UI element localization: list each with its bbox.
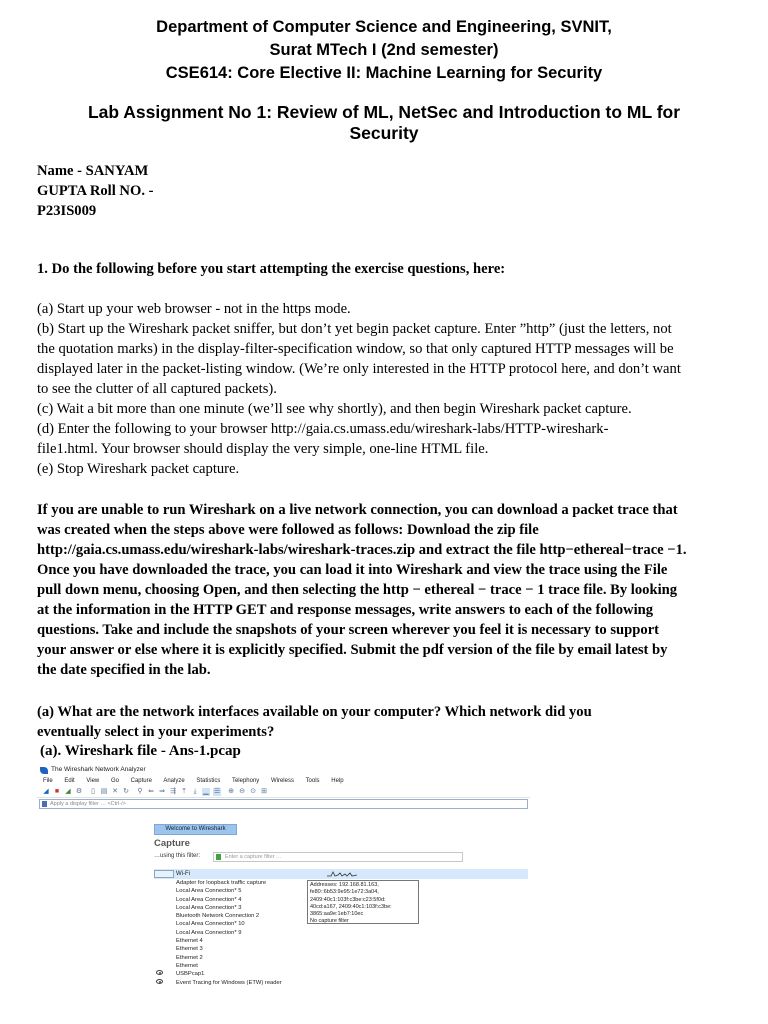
instruction-line: the date specified in the lab. (37, 662, 211, 678)
menu-statistics[interactable]: Statistics (196, 778, 221, 784)
interface-item[interactable]: Local Area Connection* 4 (176, 896, 242, 903)
menu-view[interactable]: View (86, 778, 100, 784)
open-file-icon[interactable]: ▯ (91, 788, 95, 795)
resize-columns-icon[interactable]: ⊞ (261, 788, 267, 795)
answer-a-label: (a). Wireshark file - Ans-1.pcap (40, 743, 241, 759)
q1-step-line: (e) Stop Wireshark packet capture. (37, 461, 240, 477)
interface-name: Wi-Fi (176, 871, 190, 877)
menu-go[interactable]: Go (110, 778, 119, 784)
instruction-line: questions. Take and include the snapshots of your screen wherever you feel it is necessary to support (37, 622, 660, 638)
tooltip-line: fe80::6b53:9e95:1e72:3a04, (310, 889, 379, 896)
bookmark-icon[interactable] (42, 801, 47, 807)
q1-step-line: (b) Start up the Wireshark packet sniffer, but don’t yet begin packet capture. Enter ”http” (just the letters, not (37, 321, 672, 337)
interface-item[interactable]: Local Area Connection* 10 (176, 921, 245, 928)
q1-step-line: displayed later in the packet-listing window. (We’re only interested in the HTTP protocol here, and don’t want (37, 361, 681, 377)
interface-item[interactable]: USBPcap1 (176, 971, 205, 978)
instruction-line: your answer or else where it is explicitly specified. Submit the pdf version of the file by email latest by (37, 642, 668, 658)
student-info (37, 161, 737, 221)
normal-size-icon[interactable]: ⊙ (250, 788, 256, 795)
zoom-in-icon[interactable]: ⊕ (228, 788, 234, 795)
start-capture-icon[interactable]: ◢ (43, 788, 49, 795)
tooltip-line: Addresses: 192.168.81.163, (310, 882, 379, 888)
question-a-line1: (a) What are the network interfaces available on your computer? Which network did you (37, 704, 592, 720)
q1-steps (37, 299, 737, 479)
tooltip-line: 3865:aa9e:1eb7:10ec (310, 911, 364, 918)
colorize-icon[interactable]: ☰ (213, 788, 221, 795)
q1-step-line: (d) Enter the following to your browser http://gaia.cs.umass.edu/wireshark-labs/HTTP-wireshark- (37, 421, 609, 437)
instruction-line: pull down menu, choosing Open, and then selecting the http − ethereal − trace − 1 trace file. By looking (37, 582, 678, 598)
q1-step-line: to see the clutter of all captured packets). (37, 381, 277, 397)
close-file-icon[interactable]: ✕ (112, 788, 118, 795)
interface-item[interactable]: Ethernet (176, 962, 198, 969)
usbpcap-settings-icon[interactable] (156, 970, 163, 975)
interface-tooltip (307, 880, 419, 924)
student-roll-line: GUPTA Roll NO. - (37, 183, 154, 199)
dept-line: Department of Computer Science and Engineering, SVNIT, (156, 18, 612, 36)
menu-wireless[interactable]: Wireless (270, 778, 294, 784)
instruction-line: at the information in the HTTP GET and response messages, write answers to each of the following (37, 602, 654, 618)
interface-item[interactable]: Local Area Connection* 9 (176, 929, 242, 936)
capture-filter-placeholder: Enter a capture filter … (225, 854, 282, 860)
program-line: Surat MTech I (2nd semester) (269, 41, 499, 59)
capture-filter-bookmark-icon[interactable] (216, 854, 221, 860)
assignment-title-line1: Lab Assignment No 1: Review of ML, NetSec and Introduction to ML for (87, 102, 681, 122)
save-file-icon[interactable]: ▤ (100, 788, 108, 795)
interface-item[interactable]: Ethernet 4 (176, 938, 203, 945)
question-a-line2: eventually select in your experiments? (37, 724, 275, 740)
interface-checkbox[interactable] (154, 870, 174, 878)
zoom-out-icon[interactable]: ⊖ (239, 788, 245, 795)
tooltip-line: No capture filter (310, 918, 349, 925)
go-forward-icon[interactable]: ⇒ (159, 788, 165, 795)
q1-step-line: file1.html. Your browser should display the very simple, one-line HTML file. (37, 441, 489, 457)
interface-item[interactable]: Adapter for loopback traffic capture (176, 880, 267, 886)
autoscroll-icon[interactable]: ▁ (203, 788, 209, 795)
menu-help[interactable]: Help (331, 778, 344, 784)
traffic-sparkline-icon (327, 870, 357, 878)
interface-item[interactable]: Ethernet 3 (176, 946, 203, 953)
menu-analyze[interactable]: Analyze (163, 778, 185, 784)
restart-capture-icon[interactable]: ◢ (65, 788, 71, 795)
capture-heading: Capture (154, 838, 190, 849)
tooltip-line: 40cd:a167, 2409:40c1:103f:c3be: (310, 903, 392, 910)
display-filter-placeholder: Apply a display filter … <Ctrl-/> (50, 801, 126, 807)
assignment-title-line2: Security (349, 123, 419, 143)
menu-capture[interactable]: Capture (130, 778, 152, 784)
capture-options-icon[interactable]: ⚙ (75, 788, 83, 795)
q1-step-line: the quotation marks) in the display-filter-specification window, so that only captured HTTP messages will be (37, 341, 674, 357)
go-to-packet-icon[interactable]: ⇶ (170, 788, 176, 795)
trace-instructions (37, 500, 737, 680)
interface-item[interactable]: Local Area Connection* 5 (176, 888, 242, 895)
instruction-line: http://gaia.cs.umass.edu/wireshark-labs/wireshark-traces.zip and extract the file http−ethereal−trace −1. (37, 542, 687, 558)
interface-item[interactable]: Local Area Connection* 3 (176, 904, 242, 911)
menu-edit[interactable]: Edit (64, 778, 75, 784)
etw-settings-icon[interactable] (156, 979, 163, 984)
course-line: CSE614: Core Elective II: Machine Learning for Security (165, 64, 603, 82)
menu-bar (37, 776, 530, 786)
menu-tools[interactable]: Tools (305, 778, 320, 784)
window-title: The Wireshark Network Analyzer (51, 766, 146, 773)
stop-capture-icon[interactable]: ■ (54, 788, 60, 795)
menu-file[interactable]: File (43, 778, 53, 784)
main-toolbar (37, 786, 530, 798)
display-filter-input[interactable] (39, 799, 528, 809)
interface-list (176, 879, 282, 987)
reload-icon[interactable]: ↻ (123, 788, 129, 795)
last-packet-icon[interactable]: ⤓ (193, 788, 197, 795)
question-a (37, 702, 737, 742)
first-packet-icon[interactable]: ⤒ (182, 788, 186, 795)
instruction-line: If you are unable to run Wireshark on a live network connection, you can download a packet trace that (37, 502, 678, 518)
wireshark-screenshot (37, 764, 530, 990)
capture-filter-label: …using this filter: (154, 853, 201, 859)
find-packet-icon[interactable]: ⚲ (137, 788, 143, 795)
interface-item[interactable]: Ethernet 2 (176, 954, 203, 961)
q1-step-line: (c) Wait a bit more than one minute (we’ll see why shortly), and then begin Wireshark packet capture. (37, 401, 632, 417)
instruction-line: was created when the steps above were followed as follows: Download the zip file (37, 522, 539, 538)
welcome-banner: Welcome to Wireshark (154, 824, 237, 835)
q1-heading: 1. Do the following before you start attempting the exercise questions, here: (37, 261, 506, 277)
interface-item[interactable]: Event Tracing for Windows (ETW) reader (176, 979, 282, 986)
interface-item[interactable]: Bluetooth Network Connection 2 (176, 913, 260, 920)
menu-telephony[interactable]: Telephony (231, 778, 260, 784)
instruction-line: Once you have downloaded the trace, you can load it into Wireshark and view the trace using the File (37, 562, 668, 578)
student-roll-number: P23IS009 (37, 203, 97, 219)
capture-filter-input[interactable] (213, 852, 463, 862)
student-name-line: Name - SANYAM (37, 163, 149, 179)
tooltip-line: 2409:40c1:103f:c3be:c23:5f0d: (310, 896, 386, 903)
q1-step-line: (a) Start up your web browser - not in the https mode. (37, 301, 351, 317)
go-back-icon[interactable]: ⇐ (148, 788, 154, 795)
